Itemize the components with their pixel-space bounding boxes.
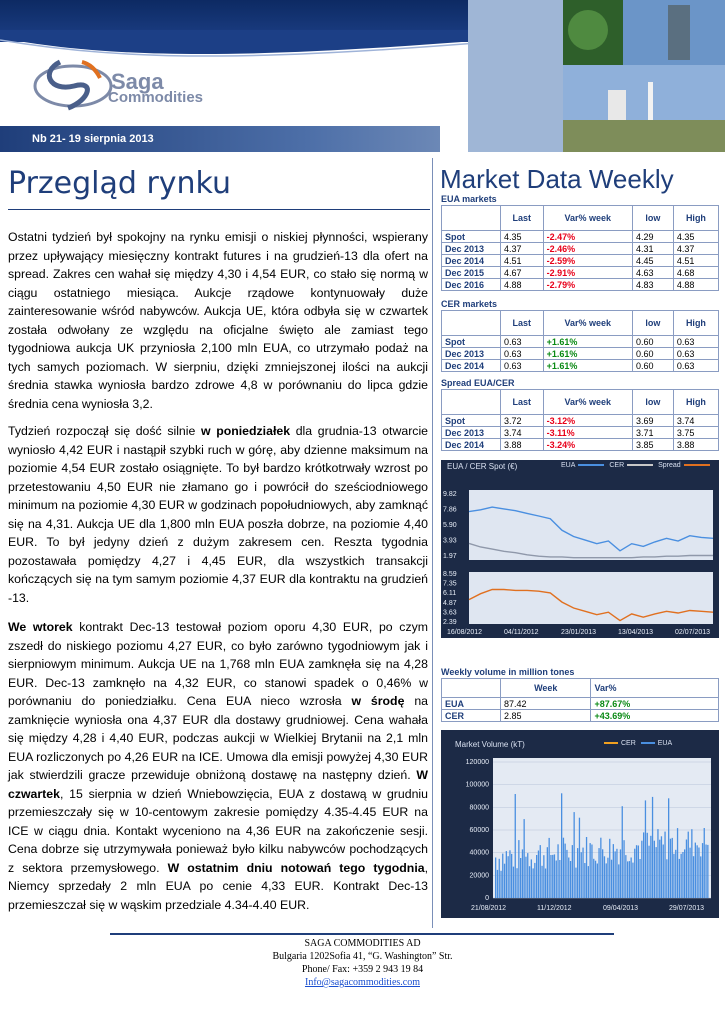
volume-bar [561,793,562,898]
header-photos [468,0,725,152]
footer-company: SAGA COMMODITIES AD [304,938,421,949]
volume-bar [672,838,673,898]
table-row [442,439,719,451]
cell-var: -2.46% [543,243,632,255]
volume-bar [684,849,685,898]
cell-var: -3.12% [543,415,632,427]
volume-bar [700,856,701,898]
volume-bar [541,866,542,898]
volume-bar [636,845,637,898]
volume-bar [557,844,558,898]
row-label: CER [442,710,501,722]
volume-bar [705,845,706,899]
y-tick-top: 5.90 [443,522,457,529]
volume-bar [524,819,525,898]
volume-bar [506,851,507,898]
x-tick: 21/08/2012 [471,905,507,912]
price-chart-plot [441,460,719,638]
volume-chart-plot [441,730,719,918]
volume-bar [697,845,698,898]
y-tick-top: 1.97 [443,553,457,560]
y-tick-bottom: 8.59 [443,571,457,578]
volume-bar [686,840,687,899]
p3-text-3: , 15 sierpnia w dzień Wniebowzięcia, EUA z dostawą w grudniu przemieszczały się w 10-centowym zakresie pomiędzy 4.35-4.45 EUR na ICE w ciągu dnia. Kontakt wyceniono na 4,36 EUR na zakończenie sesji. Cena dobrze się utrzymywała ponieważ było kilku nabywców pochodzących z sektora przemysłowego. [8,786,428,875]
x-tick: 23/01/2013 [561,629,597,636]
y-tick: 60000 [469,827,489,834]
price-chart [441,460,719,638]
volume-bar [648,846,649,898]
volume-bar [598,848,599,898]
cell-var: -2.91% [543,267,632,279]
volume-bar [615,851,616,898]
row-label: Dec 2016 [442,279,501,291]
volume-bar [604,856,605,898]
eua-table [441,205,719,291]
x-tick: 13/04/2013 [618,629,654,636]
table-row [442,698,719,710]
cell-last: 4.35 [501,231,544,243]
volume-bar [509,850,510,898]
table-row [442,279,719,291]
volume-bar [584,863,585,898]
volume-bar [707,845,708,898]
volume-bar [536,855,537,898]
volume-bar [543,855,544,898]
volume-bar [654,841,655,898]
col-high: High [673,206,718,231]
market-data-title: Market Data Weekly [440,164,674,194]
row-label: EUA [442,698,501,710]
volume-bar [538,851,539,899]
cell-high: 0.63 [673,360,718,372]
cell-low: 4.31 [632,243,673,255]
row-label: Spot [442,336,501,348]
issue-date: Nb 21- 19 sierpnia 2013 [32,133,154,145]
p3-text-1: kontrakt Dec-13 testował poziom oporu 4,30 EUR, po czym zszedł do niskiego poziomu 4,27 EUR, co było zarówno tygodniowym jak i sierpniowym minimum. Aukcja UE na 1,768 mln EUA zamknęła się na 4,28 EUR. Dec-13 zamknęło na 4,32 EUR, co stanowi spadek o 0,46% w porównaniu do poniedziałku. Cena EUA nieco wzrosła [8,620,428,708]
footer-email-link[interactable]: Info@sagacommodities.com [304,977,420,988]
volume-bar [622,806,623,898]
volume-bar [502,854,503,898]
volume-bar [611,860,612,898]
cell-last: 0.63 [501,360,544,372]
volume-bar [702,843,703,898]
y-tick: 80000 [469,804,489,812]
cell-high: 4.88 [673,279,718,291]
volume-bar [577,848,578,898]
volume-bar [661,836,662,898]
volume-bar [618,864,619,898]
paragraph-3 [8,618,428,914]
x-tick: 16/08/2012 [447,629,483,636]
volume-bar [590,843,591,898]
volume-bar [552,855,553,898]
volume-bar [570,861,571,898]
cell-var: +87.67% [591,698,719,710]
volume-bar [513,867,514,898]
company-logo [30,52,116,114]
col-var: Var% week [543,311,632,336]
volume-bar [645,800,646,898]
cell-high: 0.63 [673,336,718,348]
y-tick: 20000 [469,872,489,880]
volume-bar [565,844,566,898]
volume-bar [600,838,601,898]
paragraph-1: Ostatni tydzień był spokojny na rynku emisji o niskiej płynności, wspierany przez upływający miesięczny kontrakt futures i na grudzień-13 dla ofert na spread. Zakres cen wahał się między 4,30 i 4,54 EUR, co stało się normą w ciągu ostatniego miesiąca. Aukcje rządowe kontynuowały duże zainteresowanie wśród nabywców. Aukcja UE, która odbyła się w czwartek została odwołany ze względu na oficjalne święto ale zamiast tego tygodniowa aukcja UK przyniosła 2,100 mln EUA, co utrzymało podaż na tych samych poziomach. W sierpniu, dzięki zmniejszonej ilości na aukcji średnia stawka wyniosła bardzo zdrowe 4,8 w porównaniu do lipca gdzie średnia cena wyniosła 3,2. [8,230,428,411]
volume-bar [656,847,657,898]
cell-low: 4.63 [632,267,673,279]
volume-bar [632,863,633,898]
cell-var: +43.69% [591,710,719,722]
volume-bar [664,832,665,898]
volume-bar [641,841,642,898]
table-header [442,206,719,231]
table-header [442,679,719,698]
volume-bar [663,845,664,899]
volume-bar [515,794,516,898]
volume-bar [595,861,596,898]
volume-bar [574,812,575,898]
volume-bar [545,869,546,899]
cell-high: 3.74 [673,415,718,427]
volume-bar [688,832,689,898]
col-week: Week [501,679,591,698]
row-label: Spot [442,415,501,427]
col-low: low [632,390,673,415]
spread-table [441,389,719,451]
volume-bar [631,858,632,899]
cell-week: 87.42 [501,698,591,710]
cell-last: 3.88 [501,439,544,451]
cell-low: 3.71 [632,427,673,439]
legend-cer: CER [609,462,625,469]
volume-bar [531,859,532,898]
footer-divider [110,933,614,935]
column-divider [432,158,433,928]
volume-bar [679,859,680,898]
x-tick: 02/07/2013 [675,629,711,636]
top-plot-area [469,490,713,560]
volume-bar [627,861,628,898]
cell-last: 4.51 [501,255,544,267]
volume-bar [579,818,580,898]
volume-bar [495,858,496,899]
p3-bold-1: We wtorek [8,620,73,634]
volume-bar [559,860,560,898]
cell-last: 3.72 [501,415,544,427]
volume-bar [597,864,598,899]
page-title: Przegląd rynku [8,166,232,201]
row-label: Dec 2013 [442,348,501,360]
y-tick-bottom: 4.87 [443,599,457,607]
legend-spread: Spread [658,462,681,469]
p3-bold-4: W ostatnim dniu notowań tego tygodnia [167,860,425,875]
p2-text-rest: dla grudnia-13 otwarcie wyniosło 4,42 EUR i nastąpił szybki ruch w górę, aby dzienne maksimum na poziomie 4,54 EUR zostało osiągnięte. To był bardzo krótkotrwały wzrost po przetestowaniu 4,50 EUR nie złamano go i powrócił do sześciodniowego minimum na poziomie 4,30 EUR w godzinach popołudniowych, aby zamknąć się na 4,31. Aukcja UE dla 1,800 mln EUA poszła dobrze, na poziomie 4,40 EUR. To był jedyny dzień z dużym zakresem cen. Reszta tygodnia pozostawała pomiędzy 4,27 i 4,45 EUR, dla wszystkich transakcji kończących się na tym samym poziomie 4,37 EUR dla kontraktu na grudzień -13. [8,424,429,605]
y-tick-bottom: 7.35 [443,580,457,588]
cell-high: 4.37 [673,243,718,255]
volume-bar [508,856,509,898]
x-tick: 09/04/2013 [603,905,639,912]
y-tick-top: 9.82 [443,491,457,498]
volume-bar [588,866,589,898]
volume-bar [704,828,705,898]
volume-bar [520,858,521,898]
col-var: Var% week [543,206,632,231]
volume-bar [609,839,610,898]
col-last: Last [501,390,544,415]
volume-bar [602,849,603,898]
row-label: Dec 2013 [442,427,501,439]
col-var: Var% week [543,390,632,415]
col-low: low [632,311,673,336]
row-label: Dec 2014 [442,439,501,451]
volume-bar [616,849,617,898]
x-tick: 04/11/2012 [504,629,539,636]
row-label: Dec 2013 [442,243,501,255]
y-tick-top: 3.93 [443,537,457,545]
volume-bar [511,854,512,898]
y-tick-bottom: 6.11 [443,590,457,598]
volume-bar [581,852,582,898]
cell-high: 4.51 [673,255,718,267]
volume-bar [575,868,576,898]
volume-bar [568,858,569,899]
volume-bar [695,843,696,898]
cell-last: 4.88 [501,279,544,291]
volume-bar [691,829,692,898]
cell-var: +1.61% [543,336,632,348]
volume-bar [500,871,501,898]
p2-text: Tydzień rozpoczął się dość silnie [8,424,202,438]
volume-bar [638,846,639,899]
volume-bar [504,864,505,898]
volume-bar [698,848,699,899]
cell-low: 4.29 [632,231,673,243]
cell-last: 3.74 [501,427,544,439]
cell-low: 0.60 [632,336,673,348]
bottom-plot-area [469,572,713,624]
row-label: Spot [442,231,501,243]
cell-low: 0.60 [632,360,673,372]
cell-var: -3.24% [543,439,632,451]
cell-var: -2.79% [543,279,632,291]
cer-table [441,310,719,372]
x-tick: 11/12/2012 [537,905,572,912]
volume-bar [666,859,667,898]
y-tick: 120000 [465,759,489,766]
volume-bar [529,866,530,898]
y-tick: 0 [485,895,489,902]
y-tick-bottom: 2.39 [443,619,457,626]
eua-section-label: EUA markets [441,194,497,204]
price-chart-title: EUA / CER Spot (€) [447,462,518,471]
volume-bar [566,850,567,898]
volume-bar [499,859,500,898]
row-label: Dec 2014 [442,255,501,267]
cell-high: 3.75 [673,427,718,439]
volume-bar [591,845,592,899]
volume-bar [554,854,555,898]
cell-low: 4.45 [632,255,673,267]
legend-eua: EUA [561,462,576,469]
volume-bar [643,832,644,898]
volume-bar [497,870,498,898]
p3-bold-2: w środę [351,694,405,708]
cell-var: -2.47% [543,231,632,243]
volume-bar [549,838,550,898]
volume-bar [527,853,528,898]
volume-bar [586,837,587,898]
table-row [442,243,719,255]
y-tick: 100000 [465,781,489,789]
cell-last: 0.63 [501,348,544,360]
cell-high: 4.68 [673,267,718,279]
cell-low: 3.85 [632,439,673,451]
volume-bar [582,848,583,898]
volume-bar [534,863,535,898]
y-tick-bottom: 3.63 [443,609,457,617]
volume-bar [682,852,683,898]
cell-high: 0.63 [673,348,718,360]
cer-section-label: CER markets [441,299,498,309]
volume-bar [629,861,630,898]
table-row [442,710,719,722]
volume-bar [607,858,608,898]
p3-text-2: na zamknięcie wyniosła ona 4,37 EUR dla dostawy grudniowej. Cena wahała się między 4,28 i 4,40 EUR, podczas aukcji w Wielkiej Brytanii na 2,1 mln EUA rozliczonych po 4,26 EUR na ICE. Umowa dla emisji powyżej 4,30 EUR jak stwierdzili gracze przewiduje obniżoną dostawę na następny dzień. [8,694,429,782]
legend-cer: CER [621,740,636,747]
volume-bar [613,844,614,898]
cell-var: +1.61% [543,360,632,372]
volume-bar [620,849,621,898]
cell-var: +1.61% [543,348,632,360]
header [0,0,725,152]
table-row [442,427,719,439]
cell-last: 4.67 [501,267,544,279]
volume-bar [547,847,548,898]
volume-bar [550,855,551,898]
volume-bar [572,845,573,898]
volume-bar [593,859,594,898]
volume-bar [606,863,607,898]
cell-var: -2.59% [543,255,632,267]
col-last: Last [501,311,544,336]
y-tick: 40000 [469,849,489,857]
table-row [442,267,719,279]
volume-bar [668,798,669,898]
col-var: Var% [591,679,719,698]
volume-bar [634,849,635,898]
volume-bar [525,857,526,898]
table-header [442,311,719,336]
cell-week: 2.85 [501,710,591,722]
cell-var: -3.11% [543,427,632,439]
table-header [442,390,719,415]
volume-bar [647,833,648,898]
col-high: High [673,390,718,415]
volume-bar [673,854,674,898]
title-divider [8,209,430,210]
col-last: Last [501,206,544,231]
p3-text-4: , Niemcy sprzedały 2 mln EUA po cenie 4,33 EUR. Kontrakt Dec-13 przemieszczał się w wąskim przedziale 4.34-4.40 EUR. [8,860,428,912]
volume-bar [677,828,678,898]
cell-high: 3.88 [673,439,718,451]
table-row [442,360,719,372]
volume-bar [657,829,658,898]
volume-bar [639,859,640,898]
volume-bar [522,849,523,898]
volume-bar [625,855,626,898]
y-tick-top: 7.86 [443,506,457,514]
volume-bar [675,850,676,898]
volume-bar [518,840,519,898]
volume-bar [563,838,564,898]
footer-phone: Phone/ Fax: +359 2 943 19 84 [301,964,424,975]
col-high: High [673,311,718,336]
p3-bold-3: W czwartek [8,768,428,801]
cell-last: 0.63 [501,336,544,348]
volume-bar [533,868,534,898]
volume-bar [681,854,682,898]
table-row [442,348,719,360]
table-row [442,255,719,267]
volume-bar [659,840,660,898]
volume-bar [650,836,651,898]
volume-chart [441,730,719,918]
col-low: low [632,206,673,231]
cell-last: 4.37 [501,243,544,255]
table-row [442,231,719,243]
volume-bar [652,797,653,898]
cell-low: 4.83 [632,279,673,291]
logo-name: Saga [111,69,164,94]
volume-bar [689,848,690,898]
x-tick: 29/07/2013 [669,905,705,912]
footer-address: Bulgaria 1202Sofia 41, “G. Washington” Str. [272,951,453,962]
row-label: Dec 2015 [442,267,501,279]
volume-bar [556,861,557,899]
volume-bar [623,840,624,898]
logo-subname: Commodities [108,89,204,106]
table-row [442,336,719,348]
volume-chart-title: Market Volume (kT) [455,740,525,749]
volume-section-label: Weekly volume in million tones [441,667,575,677]
paragraph-2 [8,422,428,607]
cell-low: 3.69 [632,415,673,427]
cell-low: 0.60 [632,348,673,360]
p2-bold: w poniedziałek [201,424,291,438]
volume-table [441,678,719,722]
volume-bar [540,845,541,898]
table-row [442,415,719,427]
cell-high: 4.35 [673,231,718,243]
volume-bar [516,868,517,898]
legend-eua: EUA [657,740,673,747]
spread-section-label: Spread EUA/CER [441,378,515,388]
row-label: Dec 2014 [442,360,501,372]
volume-bar [670,839,671,898]
volume-bar [693,856,694,898]
